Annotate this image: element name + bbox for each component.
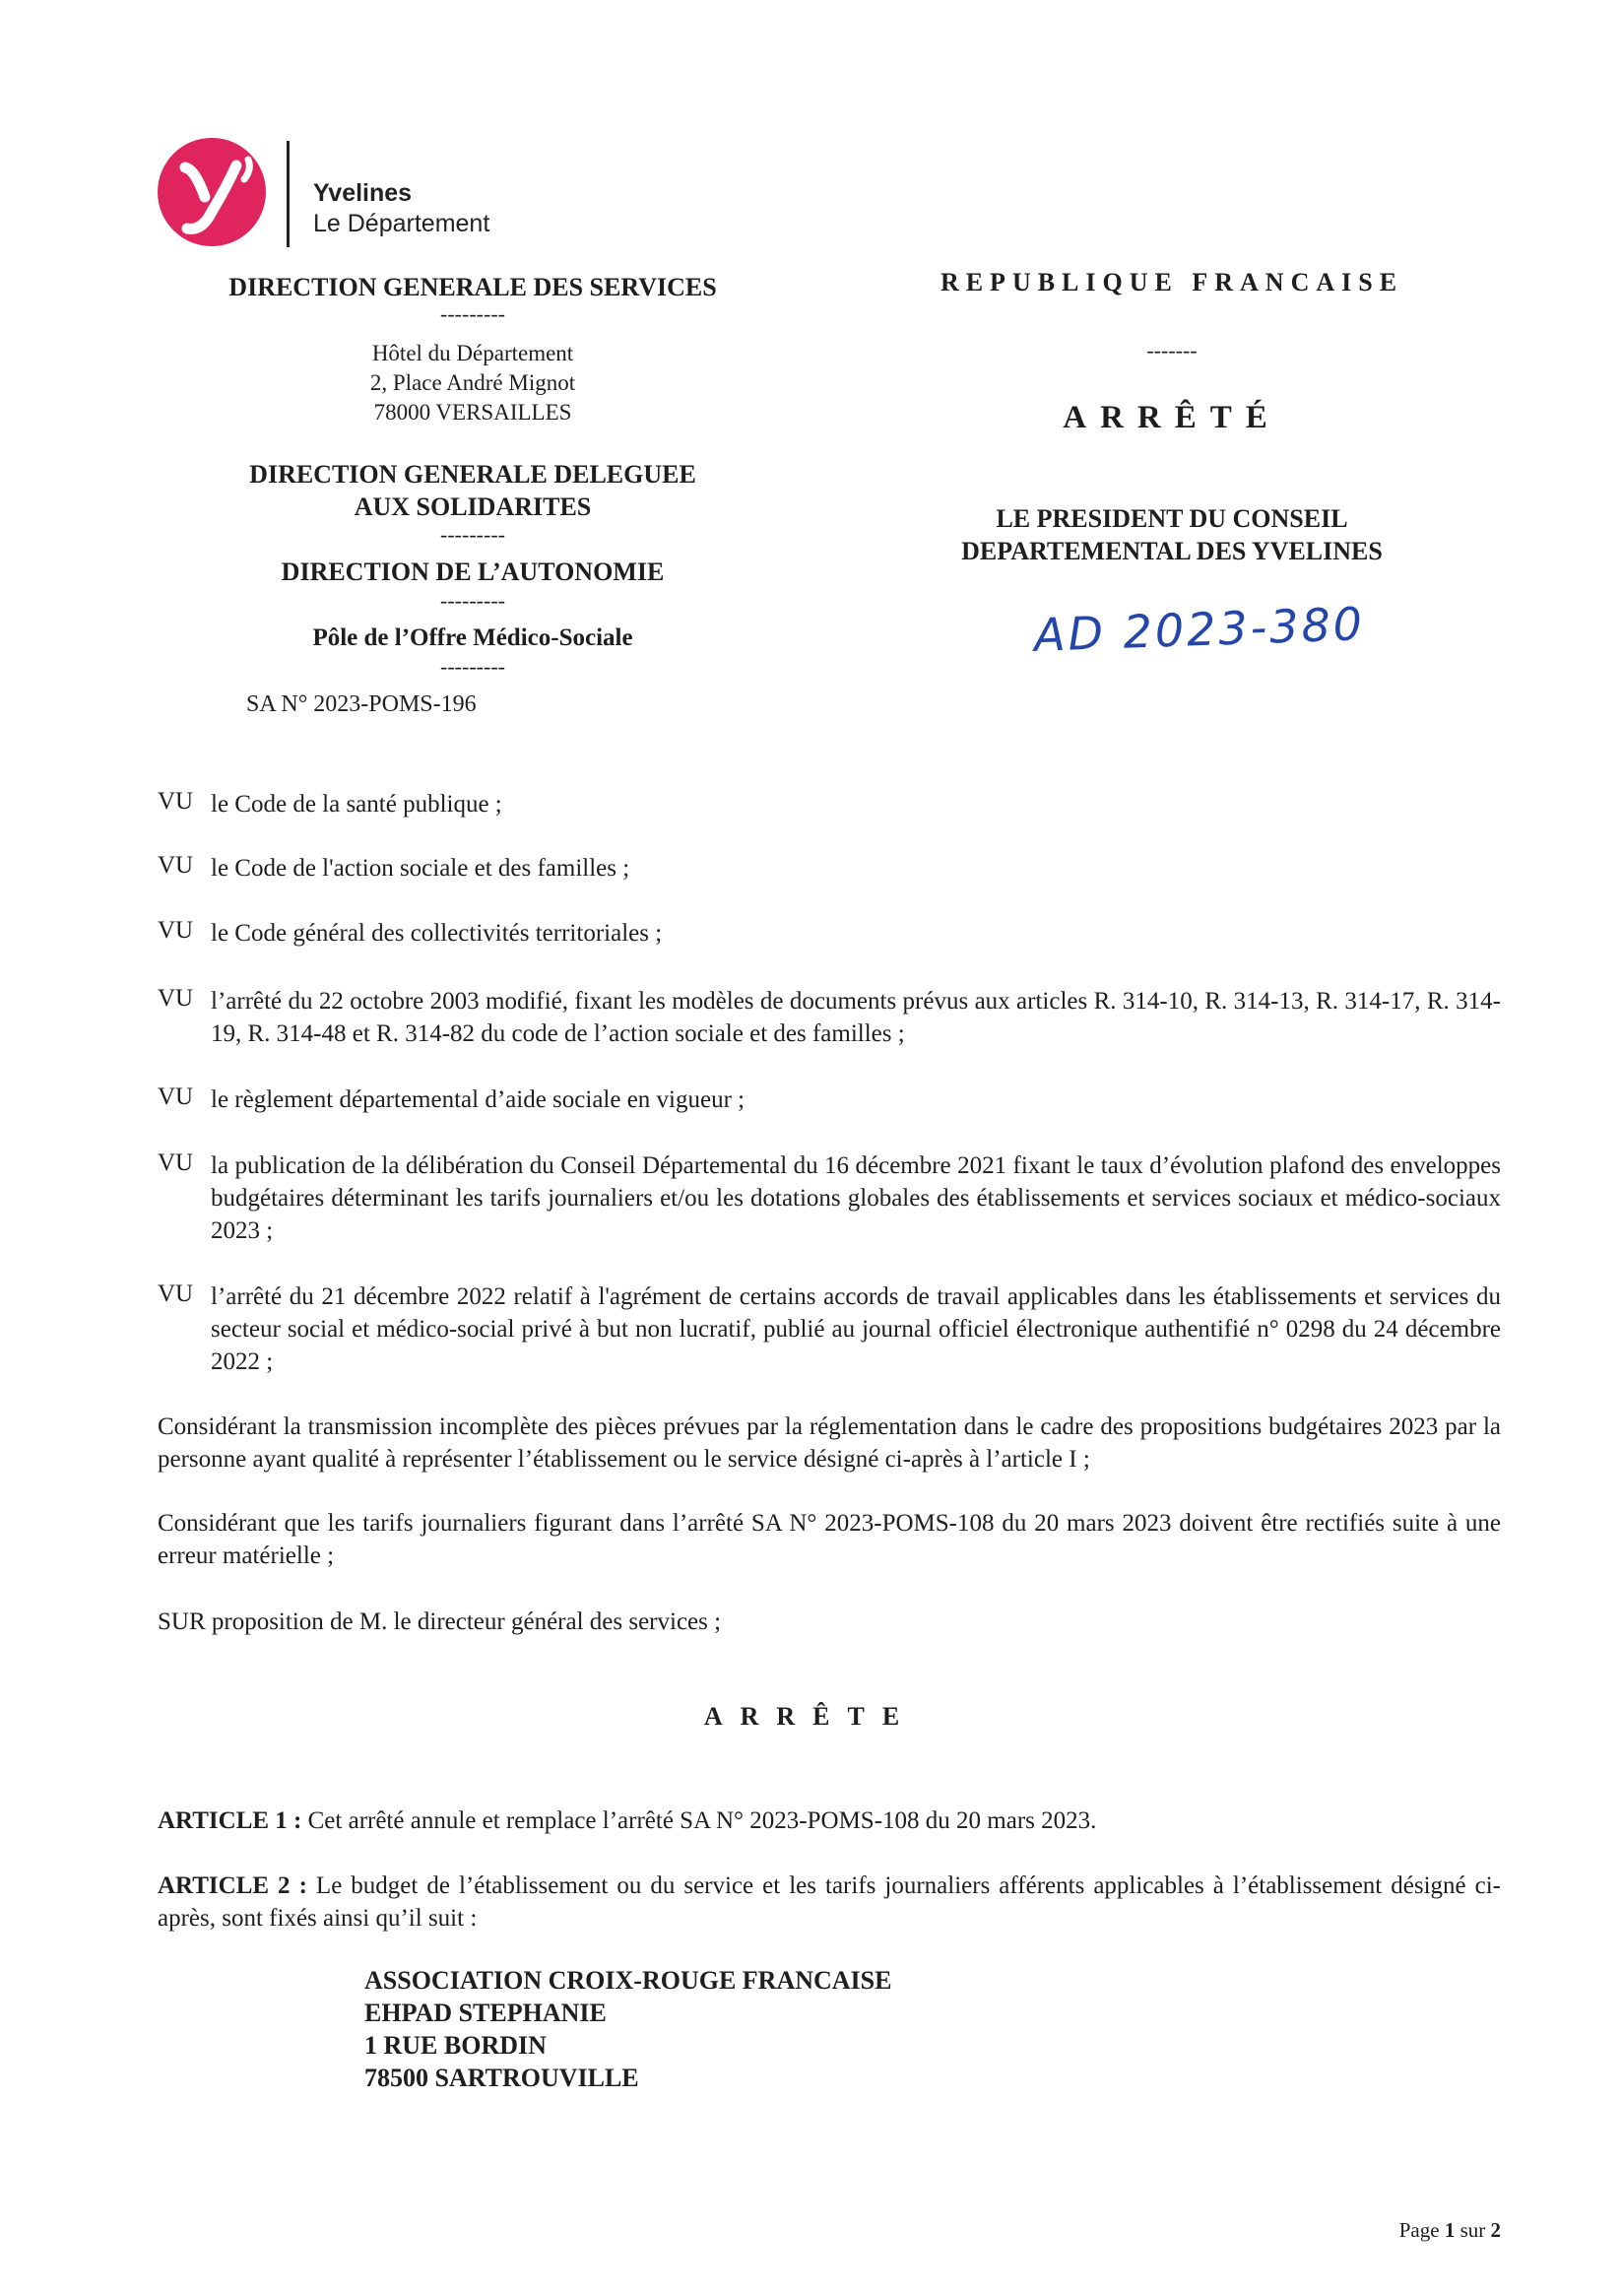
yvelines-logo-glyph bbox=[158, 138, 266, 246]
address-line: EHPAD STEPHANIE bbox=[364, 1999, 607, 2027]
address-line: Hôtel du Département bbox=[371, 341, 574, 365]
deleguee-subtitle: AUX SOLIDARITES bbox=[354, 492, 592, 521]
separator: --------- bbox=[440, 301, 505, 326]
vu-label: VU bbox=[158, 1149, 194, 1176]
reference-number: SA N° 2023-POMS-196 bbox=[246, 691, 477, 717]
address-line: 78500 SARTROUVILLE bbox=[364, 2064, 639, 2092]
separator: --------- bbox=[440, 522, 505, 547]
vu-label: VU bbox=[158, 917, 194, 944]
yvelines-logo bbox=[158, 138, 266, 246]
republique-title: REPUBLIQUE FRANCAISE bbox=[940, 268, 1404, 296]
pole-title: Pôle de l’Offre Médico-Sociale bbox=[312, 624, 633, 651]
vu-label: VU bbox=[158, 1280, 194, 1307]
deleguee-title: DIRECTION GENERALE DELEGUEE bbox=[249, 460, 696, 489]
vu-clause: le Code de l'action sociale et des familles ; bbox=[211, 855, 630, 882]
vu-clause: le Code de la santé publique ; bbox=[211, 791, 502, 818]
considerant-clause: Considérant la transmission incomplète des pièces prévues par la réglementation dans le cadre des propositions budgétaires 2023 par la personne ayant qualité à représenter l’établissement ou le service désigné ci-après à l’article I ; bbox=[158, 1413, 1501, 1473]
article-text: Cet arrêté annule et remplace l’arrêté SA N° 2023-POMS-108 du 20 mars 2023. bbox=[307, 1807, 1097, 1834]
establishment-address bbox=[364, 1964, 891, 2094]
arrete-heading: ARRÊTE bbox=[703, 1702, 918, 1731]
logo-divider bbox=[287, 141, 290, 247]
address-line: 78000 VERSAILLES bbox=[373, 400, 572, 425]
autonomie-title: DIRECTION DE L’AUTONOMIE bbox=[281, 558, 665, 586]
vu-label: VU bbox=[158, 1083, 194, 1110]
page-footer bbox=[1399, 2218, 1501, 2243]
handwritten-reference: AD 2023-380 bbox=[1033, 597, 1366, 662]
page-sur: sur bbox=[1459, 2218, 1486, 2242]
address-line: 2, Place André Mignot bbox=[369, 370, 576, 395]
logo-subtitle: Le Département bbox=[313, 210, 490, 237]
article-label: ARTICLE 1 : bbox=[158, 1807, 302, 1834]
vu-label: VU bbox=[158, 788, 194, 815]
separator: ------- bbox=[1146, 338, 1198, 362]
president-subtitle: DEPARTEMENTAL DES YVELINES bbox=[961, 537, 1383, 565]
vu-clause: le règlement départemental d’aide sociale en vigueur ; bbox=[211, 1086, 746, 1113]
org-title: DIRECTION GENERALE DES SERVICES bbox=[228, 273, 717, 301]
considerant-clause: Considérant que les tarifs journaliers figurant dans l’arrêté SA N° 2023-POMS-108 du 20 mars 2023 doivent être rectifiés suite à une erreur matérielle ; bbox=[158, 1510, 1501, 1569]
vu-clause: le Code général des collectivités territoriales ; bbox=[211, 920, 663, 947]
president-title: LE PRESIDENT DU CONSEIL bbox=[996, 504, 1348, 533]
page-total: 2 bbox=[1490, 2218, 1501, 2242]
sur-proposition: SUR proposition de M. le directeur général des services ; bbox=[158, 1608, 722, 1635]
article-1 bbox=[158, 1804, 1501, 1837]
page-number: 1 bbox=[1444, 2218, 1456, 2242]
address-line: 1 RUE BORDIN bbox=[364, 2031, 547, 2060]
arrete-title: ARRÊTÉ bbox=[1063, 400, 1281, 435]
page-word: Page bbox=[1398, 2218, 1440, 2242]
address-lines bbox=[167, 339, 778, 427]
vu-label: VU bbox=[158, 852, 194, 879]
vu-label: VU bbox=[158, 985, 194, 1012]
logo-name: Yvelines bbox=[313, 179, 413, 207]
vu-clause: la publication de la délibération du Conseil Départemental du 16 décembre 2021 fixant le taux d’évolution plafond des enveloppes budgétaires déterminant les tarifs journaliers et/ou les dotations globales des établissements et services sociaux et médico-sociaux 2023 ; bbox=[211, 1152, 1501, 1244]
article-2 bbox=[158, 1870, 1501, 1935]
separator: --------- bbox=[440, 588, 505, 613]
article-label: ARTICLE 2 : bbox=[158, 1872, 307, 1899]
address-line: ASSOCIATION CROIX-ROUGE FRANCAISE bbox=[364, 1966, 892, 1995]
vu-clause: l’arrêté du 21 décembre 2022 relatif à l'agrément de certains accords de travail applicables dans les établissements et services du secteur social et médico-social privé à but non lucratif, publié au journal officiel électronique authentifié n° 0298 du 24 décembre 2022 ; bbox=[211, 1283, 1501, 1375]
separator: --------- bbox=[440, 654, 505, 679]
article-text: Le budget de l’établissement ou du service et les tarifs journaliers afférents applicables à l’établissement désigné ci-après, sont fixés ainsi qu’il suit : bbox=[158, 1872, 1501, 1932]
vu-clause: l’arrêté du 22 octobre 2003 modifié, fixant les modèles de documents prévus aux articles R. 314-10, R. 314-13, R. 314-17, R. 314-19, R. 314-48 et R. 314-82 du code de l’action sociale et des familles ; bbox=[211, 988, 1501, 1047]
